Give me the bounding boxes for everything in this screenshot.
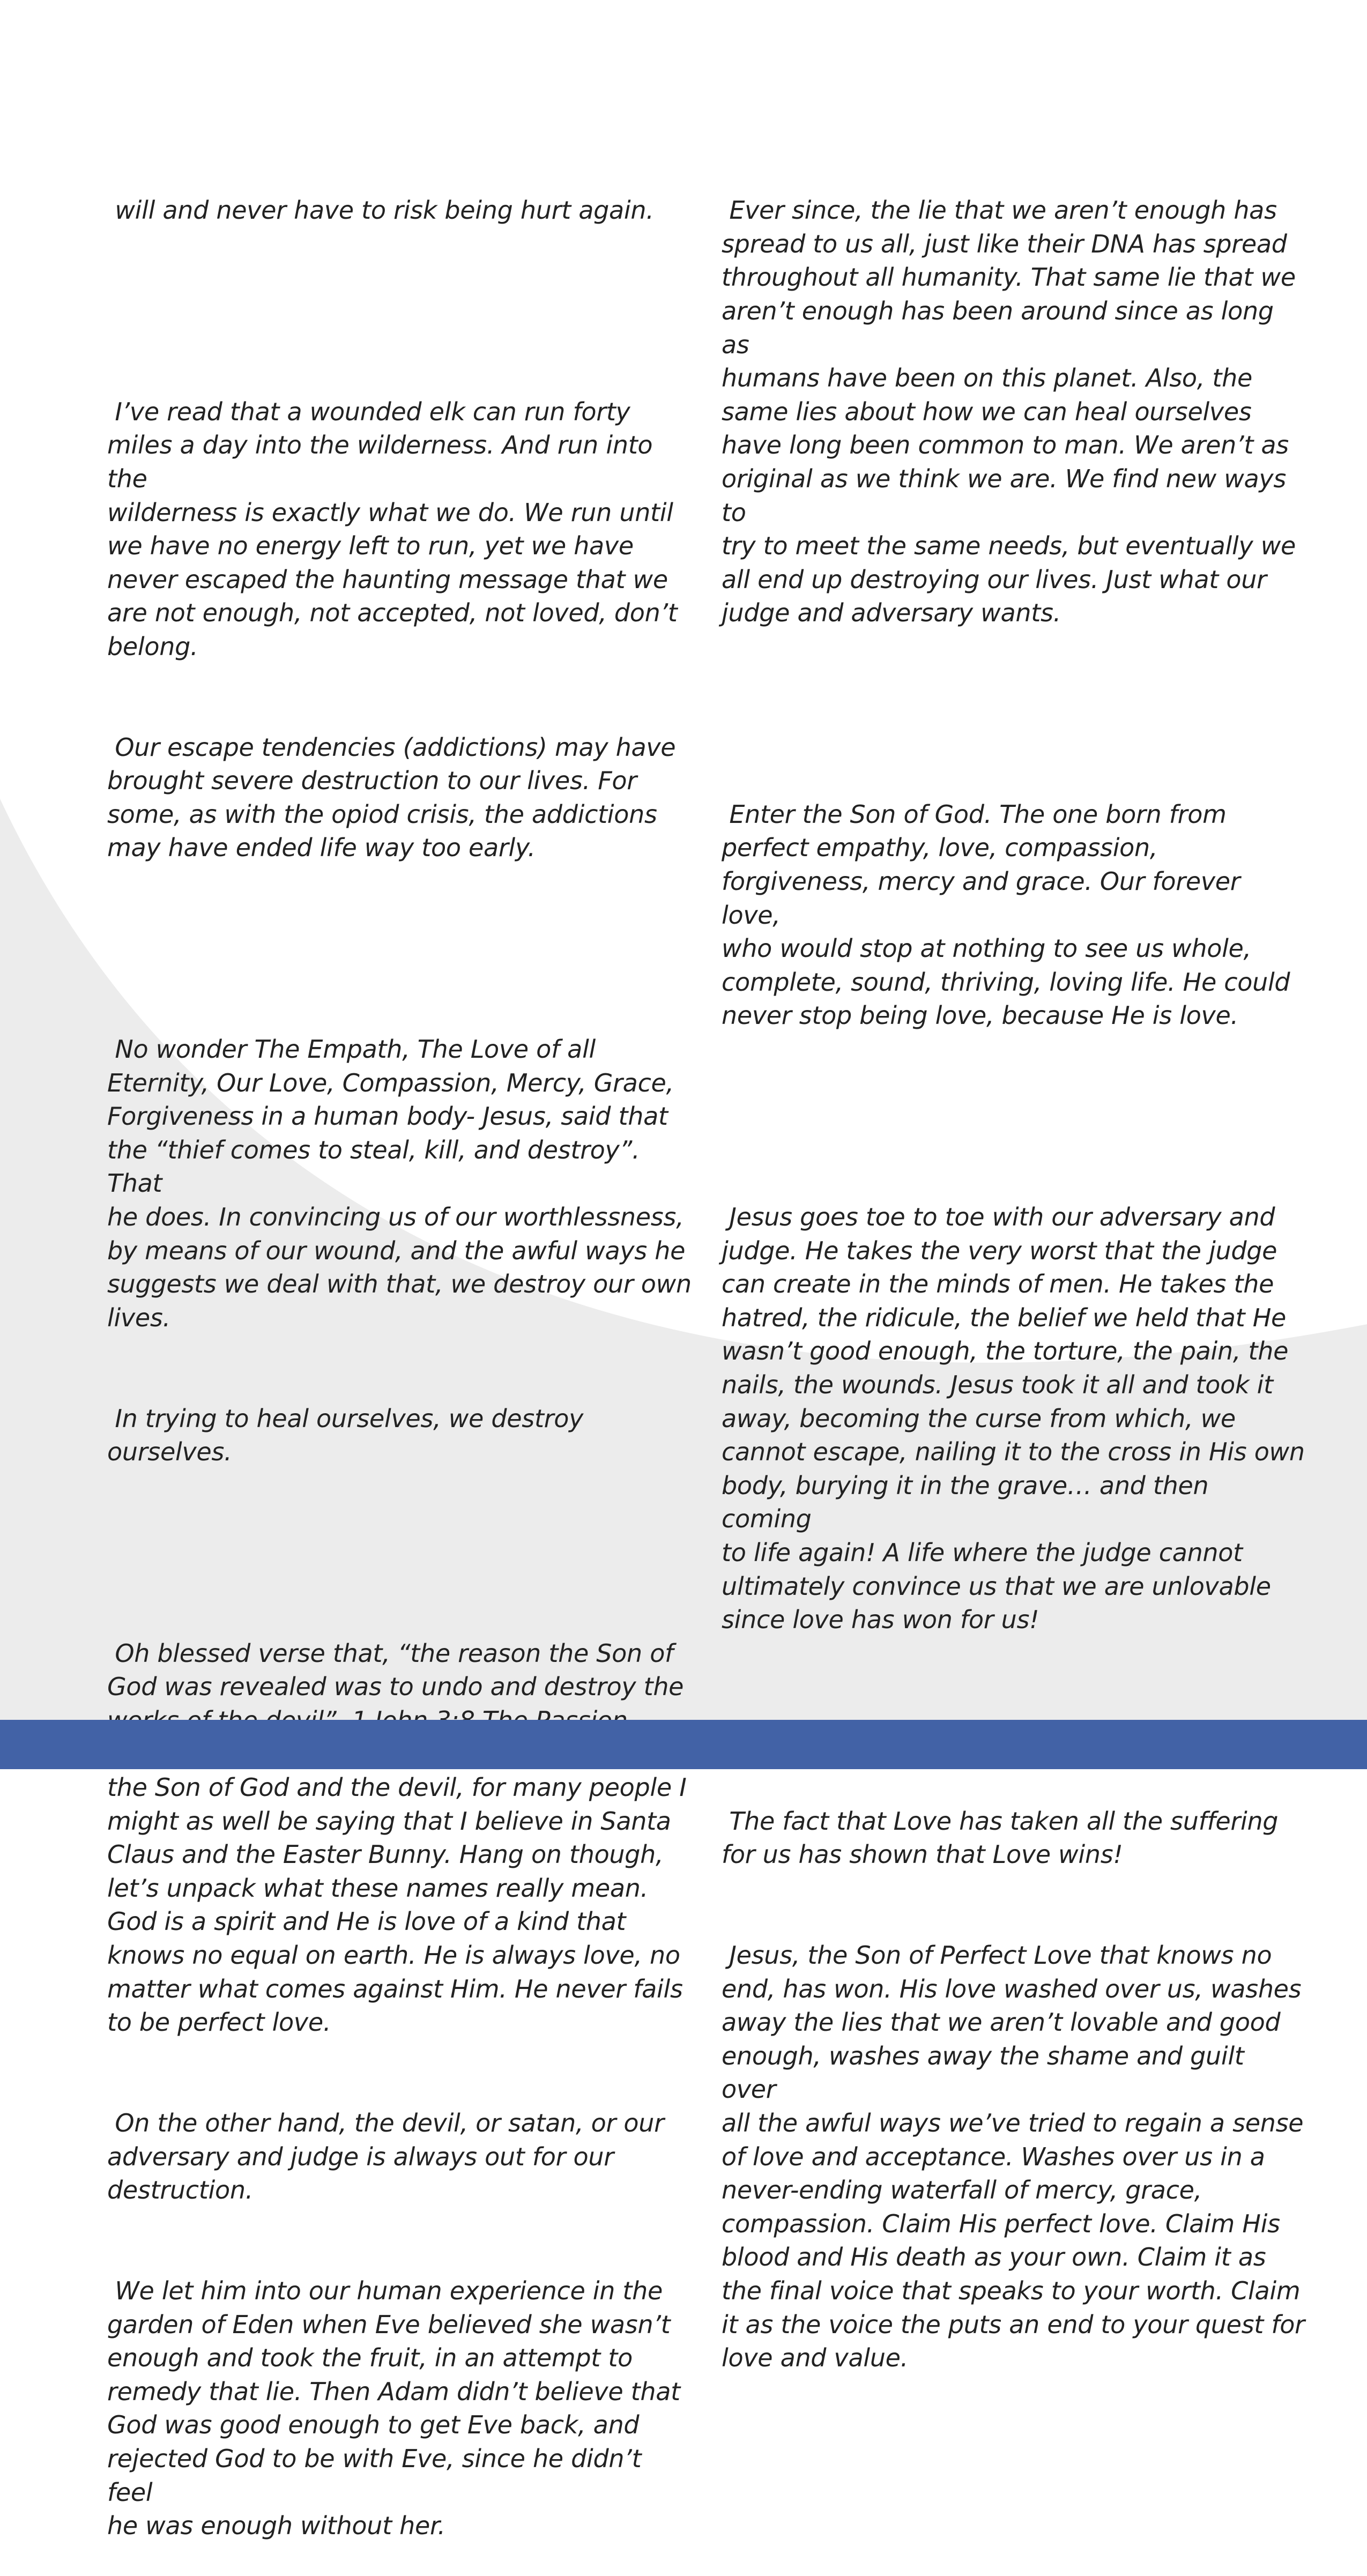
paragraph-gap bbox=[107, 294, 692, 328]
footer-bar bbox=[0, 1720, 1367, 1769]
left-text-column bbox=[107, 127, 692, 2576]
paragraph: Enter the Son of God. The one born from perfect empathy, love, compassion, forgiveness, mercy and grace. Our forever love, who would stop at nothing to see us whole, complete, sound, thriving, loving life. He could never stop being love, because He is love. bbox=[722, 799, 1290, 1030]
paragraph: We let him into our human experience in the garden of Eden when Eve believed she wasn’t enough and took the fruit, in an attempt to remedy that lie. Then Adam didn’t believe that God was good enough to get Eve back, and rejected God to be with Eve, since he didn’t feel he was enough without her. bbox=[107, 2276, 680, 2541]
paragraph: I’ve read that a wounded elk can run forty miles a day into the wilderness. And run into the wilderness is exactly what we do. We run until we have no energy left to run, yet we have never escaped the haunting message that we are not enough, not accepted, not loved, don’t belong. bbox=[107, 397, 678, 661]
paragraph-gap bbox=[107, 1536, 692, 1570]
paragraph: On the other hand, the devil, or satan, or our adversary and judge is always out for our destruction. bbox=[107, 2109, 664, 2205]
paragraph: Jesus goes toe to toe with our adversary and judge. He takes the very worst that the judge can create in the minds of men. He takes the hatred, the ridicule, the belief we held that He wasn’t good enough, the torture, the pain, the nails, the wounds. Jesus took it all and took it away, becoming the curse from which, we cannot escape, nailing it to the cross in His own body, burying it in the grave… and then coming to life again! A life where the judge cannot ultimately convince us that we are unlovable since love has won for us! bbox=[722, 1202, 1305, 1635]
paragraph-gap bbox=[722, 1100, 1306, 1133]
paragraph: will and never have to risk being hurt again. bbox=[107, 196, 654, 225]
paragraph: Our escape tendencies (addictions) may have brought severe destruction to our lives. For some, as with the opiod crisis, the addictions may have ended life way too early. bbox=[107, 732, 676, 863]
paragraph: Oh blessed verse that, “the reason the Son of God was revealed was to undo and destroy the the Son of God and the devil, for many people I might as well be saying that I believe in Santa Claus and the Easter Bunny. Hang on though, let’s unpack what these names really mean. God is a spirit and He is love of a kind that knows no equal on earth. He is always love, no matter what comes against Him. He never fails to be perfect love. bbox=[107, 1638, 687, 2037]
paragraph: Jesus, the Son of Perfect Love that knows no end, has won. His love washed over us, washes away the lies that we aren’t lovable and good enough, washes away the shame and guilt over all the awful ways we’ve tried to regain a sense of love and acceptance. Washes over us in a never-ending waterfall of mercy, grace, compassion. Claim His perfect love. Claim His blood and His death as your own. Claim it as the final voice that speaks to your worth. Claim it as the voice the puts an end to your quest for love and value. bbox=[722, 1941, 1305, 2373]
paragraph-gap bbox=[722, 697, 1306, 731]
paragraph-gap bbox=[107, 932, 692, 966]
paragraph: In trying to heal ourselves, we destroy ourselves. bbox=[107, 1404, 584, 1467]
paragraph: Ever since, the lie that we aren’t enough has spread to us all, just like their DNA has spread throughout all humanity. That same lie that we aren’t enough has been around since as long as humans have been on this planet. Also, the same lies about how we can heal ourselves have long been common to man. We aren’t as original as we think we are. We find new ways to try to meet the same needs, but eventually we all end up destroying our lives. Just what our judge and adversary wants. bbox=[722, 196, 1296, 628]
paragraph: The fact that Love has taken all the suffering for us has shown that Love wins! bbox=[722, 1806, 1279, 1869]
right-text-column bbox=[722, 127, 1306, 2408]
paragraph: No wonder The Empath, The Love of all Eternity, Our Love, Compassion, Mercy, Grace, Forgiveness in a human body- Jesus, said that the “thief comes to steal, kill, and destroy”. That he does. In convincing us of our worthlessness, by means of our wound, and the awful ways he suggests we deal with that, we destroy our own lives. bbox=[107, 1035, 692, 1332]
